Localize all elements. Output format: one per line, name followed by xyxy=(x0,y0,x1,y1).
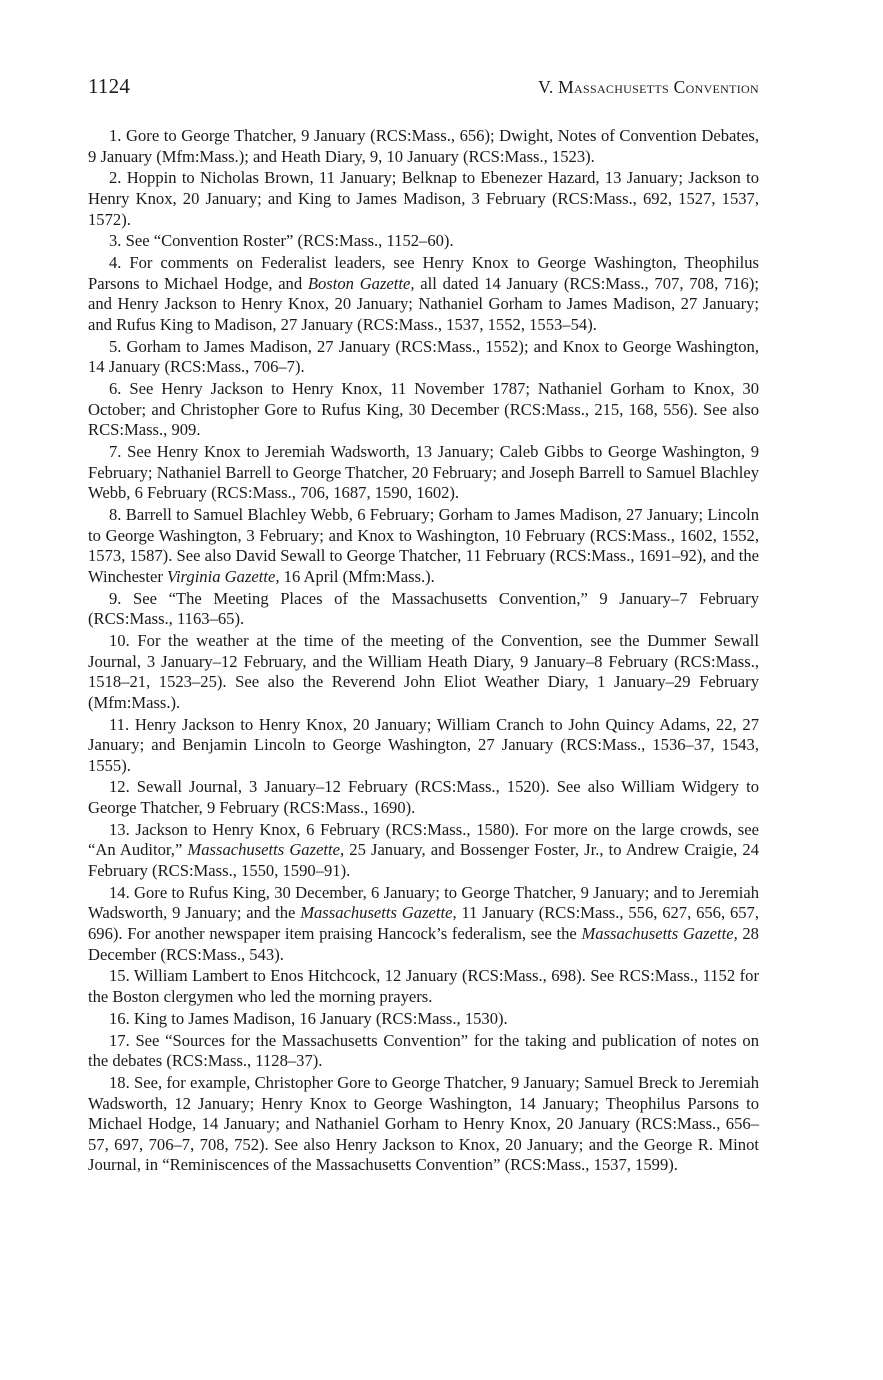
endnote xyxy=(88,715,759,777)
endnote-text: 12. Sewall Journal, 3 January–12 February (RCS:Mass., 1520). See also William Widgery to George Thatcher, 9 February (RCS:Mass., 1690). xyxy=(88,777,759,818)
endnote-text: 5. Gorham to James Madison, 27 January (RCS:Mass., 1552); and Knox to George Washington, 14 January (RCS:Mass., 706–7). xyxy=(88,336,759,377)
endnote xyxy=(88,1031,759,1072)
endnote-text: 6. See Henry Jackson to Henry Knox, 11 November 1787; Nathaniel Gorham to Knox, 30 October; and Christopher Gore to Rufus King, 30 December (RCS:Mass., 215, 168, 556). See also RCS:Mass., 909. xyxy=(88,379,759,440)
endnote-italic-title: Virginia Gazette, xyxy=(167,566,280,586)
endnote-text: 4. For comments on Federalist leaders, see Henry Knox to George Washington, Theophilus Parsons to Michael Hodge, and xyxy=(88,253,759,293)
endnote xyxy=(88,1009,759,1030)
endnote xyxy=(88,1073,759,1176)
endnote-text: 11. Henry Jackson to Henry Knox, 20 January; William Cranch to John Quincy Adams, 22, 27 January; and Benjamin Lincoln to George Washington, 27 January (RCS:Mass., 1536–37, 1543, 1555). xyxy=(88,714,759,775)
page-number: 1124 xyxy=(88,74,131,98)
endnote xyxy=(88,883,759,965)
endnote-text: all dated 14 January (RCS:Mass., 707, 708, 716); and Henry Jackson to Henry Knox, 20 January; Nathaniel Gorham to James Madison, 27 January; and Rufus King to Madison, 27 January (RCS:Mass., 1537, 1552, 1553–54). xyxy=(88,273,759,334)
endnote xyxy=(88,337,759,378)
endnote xyxy=(88,126,759,167)
endnote-text: 3. See “Convention Roster” (RCS:Mass., 1152–60). xyxy=(109,231,454,251)
endnote xyxy=(88,231,759,252)
endnote-text: 15. William Lambert to Enos Hitchcock, 12 January (RCS:Mass., 698). See RCS:Mass., 1152 for the Boston clergymen who led the morning prayers. xyxy=(88,966,759,1006)
endnote xyxy=(88,379,759,441)
endnotes-list xyxy=(88,126,759,1176)
endnote-italic-title: Massachusetts Gazette, xyxy=(581,924,738,943)
endnote-text: 10. For the weather at the time of the meeting of the Convention, see the Dummer Sewall Journal, 3 January–12 February, and the William Heath Diary, 9 January–8 February (RCS:Mass., 1518–21, 1523–25). See also the Reverend John Eliot Weather Diary, 1 January–29 February (Mfm:Mass.). xyxy=(88,630,759,712)
endnote-text: 16 April (Mfm:Mass.). xyxy=(279,566,435,586)
page-header xyxy=(88,74,759,108)
endnote xyxy=(88,777,759,818)
running-head: V. Massachusetts Convention xyxy=(538,77,759,97)
endnote-text: 11 January (RCS:Mass., 556, 627, 656, 657, 696). For another newspaper item praising Hancock’s federalism, see the xyxy=(88,903,759,943)
endnote xyxy=(88,168,759,230)
endnote xyxy=(88,631,759,713)
endnote xyxy=(88,820,759,882)
endnote-text: 17. See “Sources for the Massachusetts Convention” for the taking and publication of notes on the debates (RCS:Mass., 1128–37). xyxy=(88,1030,759,1071)
endnote xyxy=(88,442,759,504)
endnote-text: 9. See “The Meeting Places of the Massachusetts Convention,” 9 January–7 February (RCS:Mass., 1163–65). xyxy=(88,588,759,629)
endnote-text: 16. King to James Madison, 16 January (RCS:Mass., 1530). xyxy=(109,1008,508,1028)
endnote-italic-title: Massachusetts Gazette, xyxy=(300,903,457,923)
endnote xyxy=(88,966,759,1007)
endnote-text: 1. Gore to George Thatcher, 9 January (RCS:Mass., 656); Dwight, Notes of Convention Debates, 9 January (Mfm:Mass.); and Heath Diary, 9, 10 January (RCS:Mass., 1523). xyxy=(88,126,759,166)
endnote xyxy=(88,253,759,335)
endnote-text: 28 December (RCS:Mass., 543). xyxy=(88,924,759,964)
endnote xyxy=(88,505,759,587)
document-page xyxy=(88,74,759,1177)
endnote-italic-title: Boston Gazette, xyxy=(307,273,415,293)
endnote-text: 14. Gore to Rufus King, 30 December, 6 January; to George Thatcher, 9 January; and to Jeremiah Wadsworth, 9 January; and the xyxy=(88,882,759,923)
endnote xyxy=(88,589,759,630)
endnote-text: 25 January, and Bossenger Foster, Jr., to Andrew Craigie, 24 February (RCS:Mass., 1550, 1590–91). xyxy=(88,840,759,881)
endnote-text: 8. Barrell to Samuel Blachley Webb, 6 February; Gorham to James Madison, 27 January; Lincoln to George Washington, 3 February; and Knox to Washington, 10 February (RCS:Mass., 1602, 1552, 1573, 1587). See also David Sewall to George Thatcher, 11 February (RCS:Mass., 1691–92), and the Winchester xyxy=(88,505,759,586)
endnote-text: 13. Jackson to Henry Knox, 6 February (RCS:Mass., 1580). For more on the large crowds, see “An Auditor,” xyxy=(88,819,759,860)
endnote-italic-title: Massachusetts Gazette, xyxy=(187,840,345,860)
endnote-text: 2. Hoppin to Nicholas Brown, 11 January; Belknap to Ebenezer Hazard, 13 January; Jackson to Henry Knox, 20 January; and King to James Madison, 3 February (RCS:Mass., 692, 1527, 1537, 1572). xyxy=(88,168,759,229)
endnote-text: 18. See, for example, Christopher Gore to George Thatcher, 9 January; Samuel Breck to Jeremiah Wadsworth, 12 January; Henry Knox to George Washington, 14 January; Theophilus Parsons to Michael Hodge, 14 January; and Nathaniel Gorham to Henry Knox, 20 January (RCS:Mass., 656–57, 697, 706–7, 708, 752). See also Henry Jackson to Knox, 20 January; and the George R. Minot Journal, in “Reminiscences of the Massachusetts Convention” (RCS:Mass., 1537, 1599). xyxy=(88,1072,759,1175)
endnote-text: 7. See Henry Knox to Jeremiah Wadsworth, 13 January; Caleb Gibbs to George Washington, 9 February; Nathaniel Barrell to George Thatcher, 20 February; and Joseph Barrell to Samuel Blachley Webb, 6 February (RCS:Mass., 706, 1687, 1590, 1602). xyxy=(88,442,759,503)
